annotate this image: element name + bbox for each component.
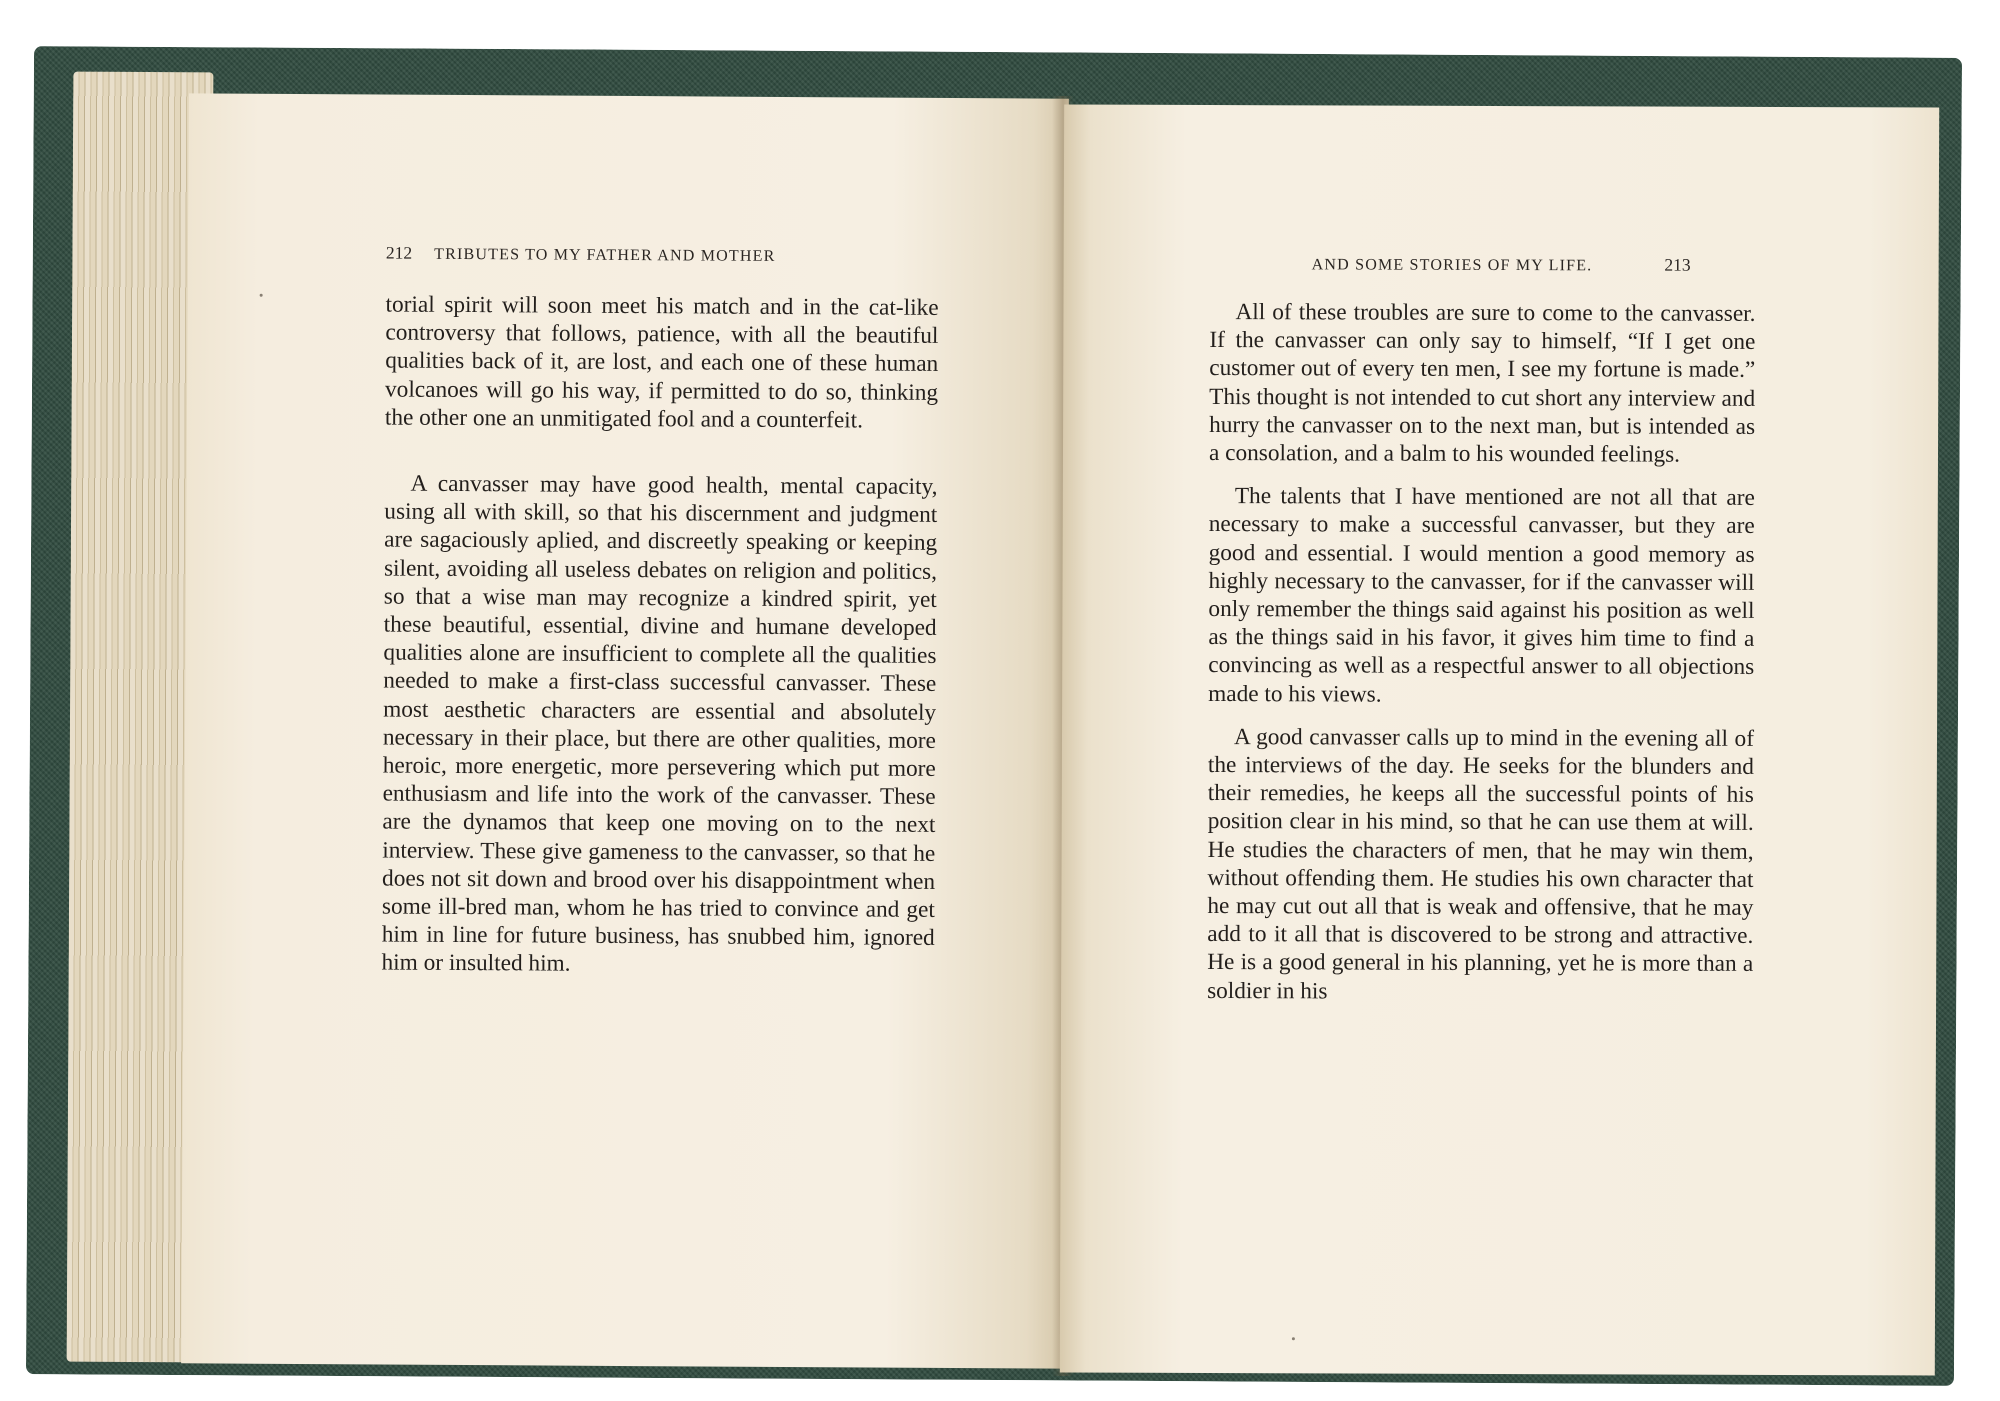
left-paragraph-1: torial spirit will soon meet his match and in the cat-like controversy that follows, patience, with all the beautiful qualities back of it, are lost, and each one of these human volcanoes will go his way, if permitted to do so, thinking the other one an unmitigated fool and a counterfeit. — [384, 291, 939, 434]
left-paragraph-2: A canvasser may have good health, mental capacity, using all with skill, so that his discernment and judgment are sagaciously aplied, and discreetly speaking or keeping silent, avoiding all useless debates on religion and politics, so that a wise man may recognize a kindred spirit, yet these beautiful, essential, divine and humane developed qualities alone are insufficient to complete all the qualities needed to make a first-class successful canvasser. These most aesthetic characters are essential and absolutely necessary in their place, but there are other qualities, more heroic, more energetic, more persevering which put more enthusiasm and life into the work of the canvasser. These are the dynamos that keep one moving on to the next interview. These give gameness to the canvasser, so that he does not sit down and brood over his disappointment when some ill-bred man, whom he has tried to convince and get him in line for future business, has snubbed him, ignored him or insulted him. — [381, 470, 938, 978]
left-body-text — [381, 291, 938, 981]
left-running-head-title: TRIBUTES TO MY FATHER AND MOTHER — [434, 245, 776, 265]
right-body-text — [1207, 298, 1755, 1007]
left-running-head — [386, 243, 776, 266]
paper-speck — [260, 294, 263, 297]
right-paragraph-2: The talents that I have mentioned are not all that are necessary to make a successful canvasser, but they are good and essential. I would mention a good memory as highly necessary to the canvasser, for if the canvasser will only remember the things said against his position as well as the things said in his favor, it gives him time to find a convincing as well as a respectful answer to all objections made to his views. — [1208, 483, 1755, 708]
paper-speck — [1292, 1337, 1295, 1340]
right-page — [1060, 104, 1939, 1375]
right-paragraph-3: A good canvasser calls up to mind in the evening all of the interviews of the day. He seeks for the blunders and their remedies, he keeps all the successful points of his position clear in his mind, so that he can use them at will. He studies the characters of men, that he may win them, without offending them. He studies his own character that he may cut out all that is weak and offensive, that he may add to it all that is discovered to be strong and attractive. He is a good general in his planning, yet he is more than a soldier in his — [1207, 723, 1755, 1005]
right-running-head — [1312, 253, 1691, 275]
left-page — [181, 93, 1069, 1368]
right-page-number: 213 — [1664, 254, 1691, 275]
right-running-head-title: AND SOME STORIES OF MY LIFE. — [1311, 256, 1593, 275]
left-page-number: 212 — [385, 242, 413, 263]
right-paragraph-1: All of these troubles are sure to come to the canvasser. If the canvasser can only say to himself, “If I get one customer out of every ten men, I see my fortune is made.” This thought is not intended to cut short any interview and hurry the canvasser on to the next man, but is intended as a consolation, and a balm to his wounded feelings. — [1208, 299, 1756, 468]
